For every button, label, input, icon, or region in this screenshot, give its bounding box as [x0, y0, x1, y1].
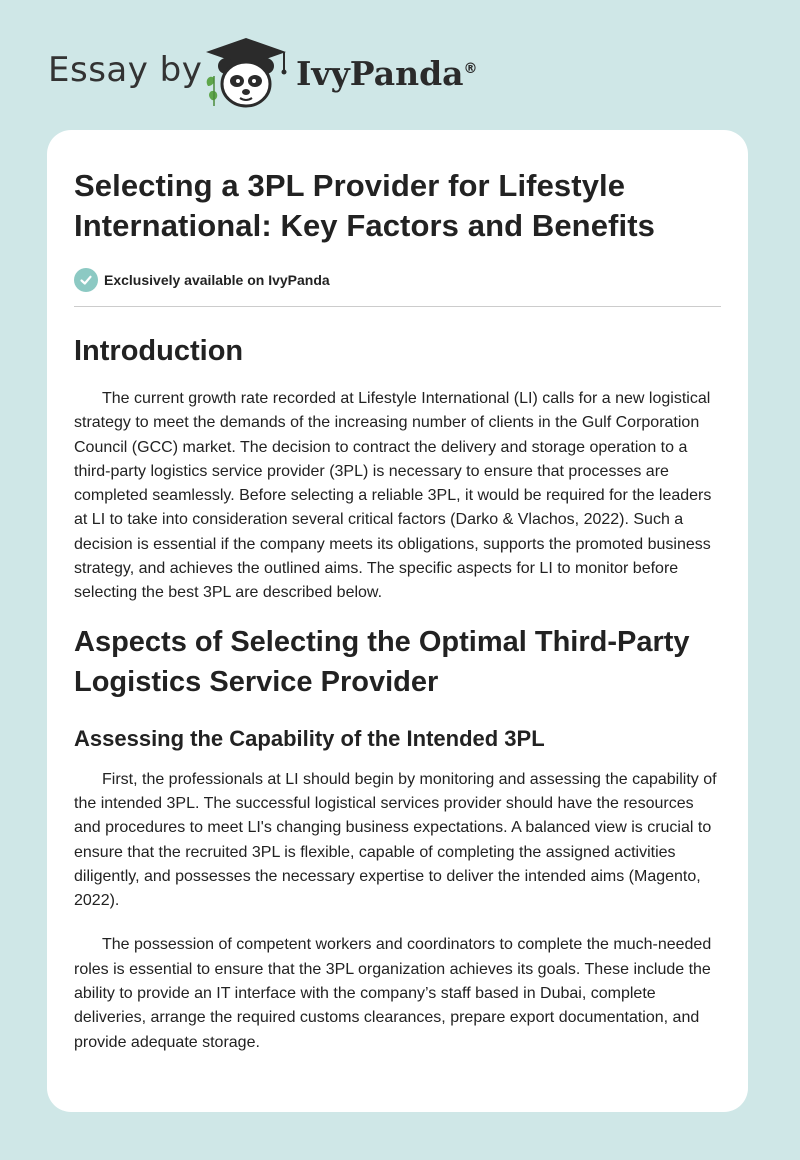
exclusive-label: Exclusively available on IvyPanda — [104, 272, 330, 288]
section-heading-introduction: Introduction — [74, 335, 244, 367]
registered-mark: ® — [463, 61, 478, 77]
essay-card — [47, 130, 748, 1112]
paragraph: First, the professionals at LI should begin by monitoring and assessing the capability of the intended 3PL. The successful logistical services provider should have the resources and procedures to meet LI's changing business expectations. A balanced view is crucial to ensure that the recruited 3PL is flexible, capable of completing the assigned activities diligently, and possesses the necessary expertise to deliver the intended aims (Magento, 2022). — [74, 770, 717, 910]
paragraph: The current growth rate recorded at Lifestyle International (LI) calls for a new logistical strategy to meet the demands of the increasing number of clients in the Gulf Corporation Council (GCC) market. The decision to contract the delivery and storage operation to a third-party logistics service provider (3PL) is necessary to ensure that processes are completed seamlessly. Before selecting a reliable 3PL, it would be required for the leaders at LI to take into consideration several critical factors (Darko & Vlachos, 2022). Such a decision is essential if the company meets its obligations, supports the promoted business strategy, and achieves the outlined aims. The specific aspects for LI to monitor before selecting the best 3PL are described below. — [74, 390, 712, 602]
essay-by-label: Essay by — [48, 50, 203, 90]
paragraph: The possession of competent workers and coordinators to complete the much-needed roles is essential to ensure that the 3PL organization achieves its goals. These include the ability to provide an IT interface with the company’s staff based in Dubai, complete deliveries, arrange the required customs clearances, prepare export documentation, and provide adequate storage. — [74, 936, 712, 1051]
essay-title: Selecting a 3PL Provider for Lifestyle International: Key Factors and Benefits — [74, 168, 655, 243]
subsection-heading-capability: Assessing the Capability of the Intended 3PL — [74, 725, 545, 751]
panda-graduate-icon[interactable] — [200, 36, 292, 110]
checkmark-icon — [74, 268, 98, 292]
brand-name[interactable]: IvyPanda® — [296, 54, 478, 93]
title-divider — [74, 306, 721, 307]
exclusive-badge — [74, 266, 721, 294]
site-header — [0, 0, 800, 120]
section-heading-aspects: Aspects of Selecting the Optimal Third-Party Logistics Service Provider — [74, 625, 690, 698]
